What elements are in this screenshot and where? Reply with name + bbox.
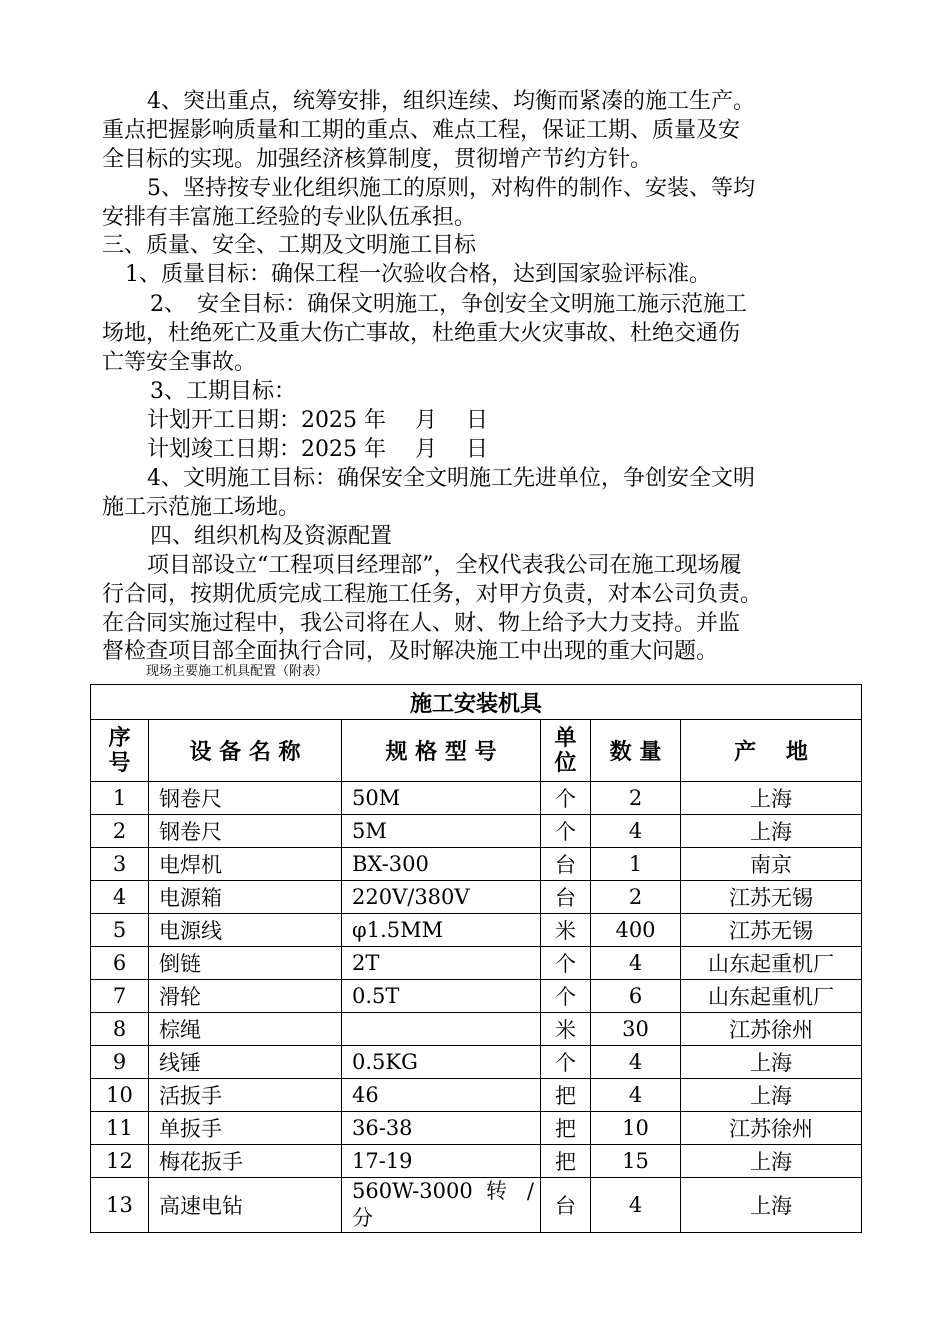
cell-spec: 50M <box>342 782 541 815</box>
cell-seq: 7 <box>91 980 149 1013</box>
cell-origin: 江苏无锡 <box>681 881 862 914</box>
cell-name: 钢卷尺 <box>149 782 342 815</box>
table-row <box>91 914 862 947</box>
cell-unit: 米 <box>541 914 591 947</box>
table-row <box>91 1046 862 1079</box>
header-seq-bottom: 号 <box>108 750 131 776</box>
cell-unit: 米 <box>541 1013 591 1046</box>
cell-seq: 11 <box>91 1112 149 1145</box>
cell-name: 梅花扳手 <box>149 1145 342 1178</box>
cell-unit: 把 <box>541 1079 591 1112</box>
cell-origin: 江苏无锡 <box>681 914 862 947</box>
paragraph-line: 1、质量目标：确保工程一次验收合格，达到国家验评标准。 <box>125 262 711 287</box>
cell-qty: 2 <box>591 881 681 914</box>
cell-qty: 4 <box>591 947 681 980</box>
cell-seq: 5 <box>91 914 149 947</box>
cell-qty: 6 <box>591 980 681 1013</box>
cell-name: 电焊机 <box>149 848 342 881</box>
cell-qty: 4 <box>591 815 681 848</box>
cell-unit: 个 <box>541 947 591 980</box>
cell-unit: 个 <box>541 782 591 815</box>
section-heading: 四、组织机构及资源配置 <box>150 524 393 549</box>
cell-spec: 220V/380V <box>342 881 541 914</box>
cell-seq: 12 <box>91 1145 149 1178</box>
end-date-line: 计划竣工日期：2025 年 月 日 <box>147 437 488 462</box>
cell-seq: 4 <box>91 881 149 914</box>
cell-name: 电源线 <box>149 914 342 947</box>
cell-origin: 上海 <box>681 1079 862 1112</box>
cell-origin: 上海 <box>681 782 862 815</box>
cell-name: 高速电钻 <box>149 1178 342 1233</box>
cell-origin: 山东起重机厂 <box>681 947 862 980</box>
cell-seq: 6 <box>91 947 149 980</box>
cell-spec: 5M <box>342 815 541 848</box>
paragraph-line: 施工示范施工场地。 <box>102 495 301 520</box>
cell-spec: 560W-3000 转 / 分 <box>342 1178 541 1233</box>
cell-origin: 山东起重机厂 <box>681 980 862 1013</box>
cell-qty: 2 <box>591 782 681 815</box>
cell-origin: 南京 <box>681 848 862 881</box>
section-heading: 三、质量、安全、工期及文明施工目标 <box>102 233 477 258</box>
paragraph-line: 5、坚持按专业化组织施工的原则，对构件的制作、安装、等均 <box>147 176 755 201</box>
table-row <box>91 1079 862 1112</box>
paragraph-line: 亡等安全事故。 <box>102 350 257 375</box>
header-name: 设 备 名 称 <box>149 720 342 782</box>
table-row <box>91 815 862 848</box>
table-row <box>91 881 862 914</box>
cell-seq: 8 <box>91 1013 149 1046</box>
cell-name: 单扳手 <box>149 1112 342 1145</box>
cell-spec: 36-38 <box>342 1112 541 1145</box>
cell-seq: 13 <box>91 1178 149 1233</box>
table-row <box>91 782 862 815</box>
cell-spec: 2T <box>342 947 541 980</box>
header-unit <box>541 720 591 782</box>
cell-origin: 上海 <box>681 1178 862 1233</box>
cell-spec: BX-300 <box>342 848 541 881</box>
equipment-table <box>90 684 862 1233</box>
cell-spec: 46 <box>342 1079 541 1112</box>
cell-origin: 上海 <box>681 1145 862 1178</box>
paragraph-line: 项目部设立“工程项目经理部”，全权代表我公司在施工现场履 <box>147 553 742 578</box>
table-row <box>91 947 862 980</box>
cell-origin: 上海 <box>681 815 862 848</box>
cell-seq: 2 <box>91 815 149 848</box>
paragraph-line: 2、 安全目标：确保文明施工，争创安全文明施工施示范施工 <box>150 292 747 317</box>
paragraph-line: 重点把握影响质量和工期的重点、难点工程，保证工期、质量及安 <box>102 118 741 143</box>
table-row <box>91 980 862 1013</box>
paragraph-line: 督检查项目部全面执行合同，及时解决施工中出现的重大问题。 <box>102 639 719 664</box>
cell-name: 线锤 <box>149 1046 342 1079</box>
header-spec: 规 格 型 号 <box>342 720 541 782</box>
cell-qty: 1 <box>591 848 681 881</box>
cell-spec: 0.5KG <box>342 1046 541 1079</box>
cell-qty: 30 <box>591 1013 681 1046</box>
cell-unit: 个 <box>541 815 591 848</box>
header-seq-top: 序 <box>108 725 131 751</box>
cell-unit: 个 <box>541 980 591 1013</box>
cell-name: 滑轮 <box>149 980 342 1013</box>
cell-seq: 10 <box>91 1079 149 1112</box>
cell-spec <box>342 1013 541 1046</box>
cell-qty: 15 <box>591 1145 681 1178</box>
cell-qty: 4 <box>591 1079 681 1112</box>
paragraph-line: 安排有丰富施工经验的专业队伍承担。 <box>102 205 477 230</box>
table-row <box>91 848 862 881</box>
cell-qty: 4 <box>591 1178 681 1233</box>
paragraph-line: 全目标的实现。加强经济核算制度，贯彻增产节约方针。 <box>102 147 653 172</box>
cell-unit: 台 <box>541 881 591 914</box>
table-row <box>91 1013 862 1046</box>
cell-name: 电源箱 <box>149 881 342 914</box>
start-date-line: 计划开工日期：2025 年 月 日 <box>147 408 488 433</box>
paragraph-line: 行合同，按期优质完成工程施工任务，对甲方负责，对本公司负责。 <box>102 582 763 607</box>
table-row <box>91 1178 862 1233</box>
cell-unit: 台 <box>541 848 591 881</box>
cell-qty: 10 <box>591 1112 681 1145</box>
cell-origin: 上海 <box>681 1046 862 1079</box>
cell-origin: 江苏徐州 <box>681 1112 862 1145</box>
table-caption: 现场主要施工机具配置（附表） <box>146 664 329 679</box>
paragraph-line: 4、文明施工目标：确保安全文明施工先进单位，争创安全文明 <box>147 466 755 491</box>
table-row <box>91 1112 862 1145</box>
cell-unit: 把 <box>541 1145 591 1178</box>
cell-name: 棕绳 <box>149 1013 342 1046</box>
header-origin: 产 地 <box>681 720 862 782</box>
cell-name: 钢卷尺 <box>149 815 342 848</box>
paragraph-line: 场地，杜绝死亡及重大伤亡事故，杜绝重大火灾事故、杜绝交通伤 <box>102 321 741 346</box>
cell-name: 活扳手 <box>149 1079 342 1112</box>
cell-unit: 台 <box>541 1178 591 1233</box>
table-row <box>91 1145 862 1178</box>
table-title: 施工安装机具 <box>91 685 862 720</box>
cell-unit: 把 <box>541 1112 591 1145</box>
cell-name: 倒链 <box>149 947 342 980</box>
header-qty: 数 量 <box>591 720 681 782</box>
cell-spec: 17-19 <box>342 1145 541 1178</box>
cell-unit: 个 <box>541 1046 591 1079</box>
cell-seq: 9 <box>91 1046 149 1079</box>
paragraph-line: 3、工期目标： <box>150 379 296 404</box>
cell-qty: 400 <box>591 914 681 947</box>
header-seq <box>91 720 149 782</box>
cell-spec: φ1.5MM <box>342 914 541 947</box>
cell-seq: 3 <box>91 848 149 881</box>
header-unit-bottom: 位 <box>554 750 577 776</box>
cell-seq: 1 <box>91 782 149 815</box>
header-unit-top: 单 <box>554 725 577 751</box>
cell-qty: 4 <box>591 1046 681 1079</box>
cell-origin: 江苏徐州 <box>681 1013 862 1046</box>
cell-spec: 0.5T <box>342 980 541 1013</box>
paragraph-line: 在合同实施过程中，我公司将在人、财、物上给予大力支持。并监 <box>102 611 741 636</box>
paragraph-line: 4、突出重点，统筹安排，组织连续、均衡而紧凑的施工生产。 <box>147 89 755 114</box>
